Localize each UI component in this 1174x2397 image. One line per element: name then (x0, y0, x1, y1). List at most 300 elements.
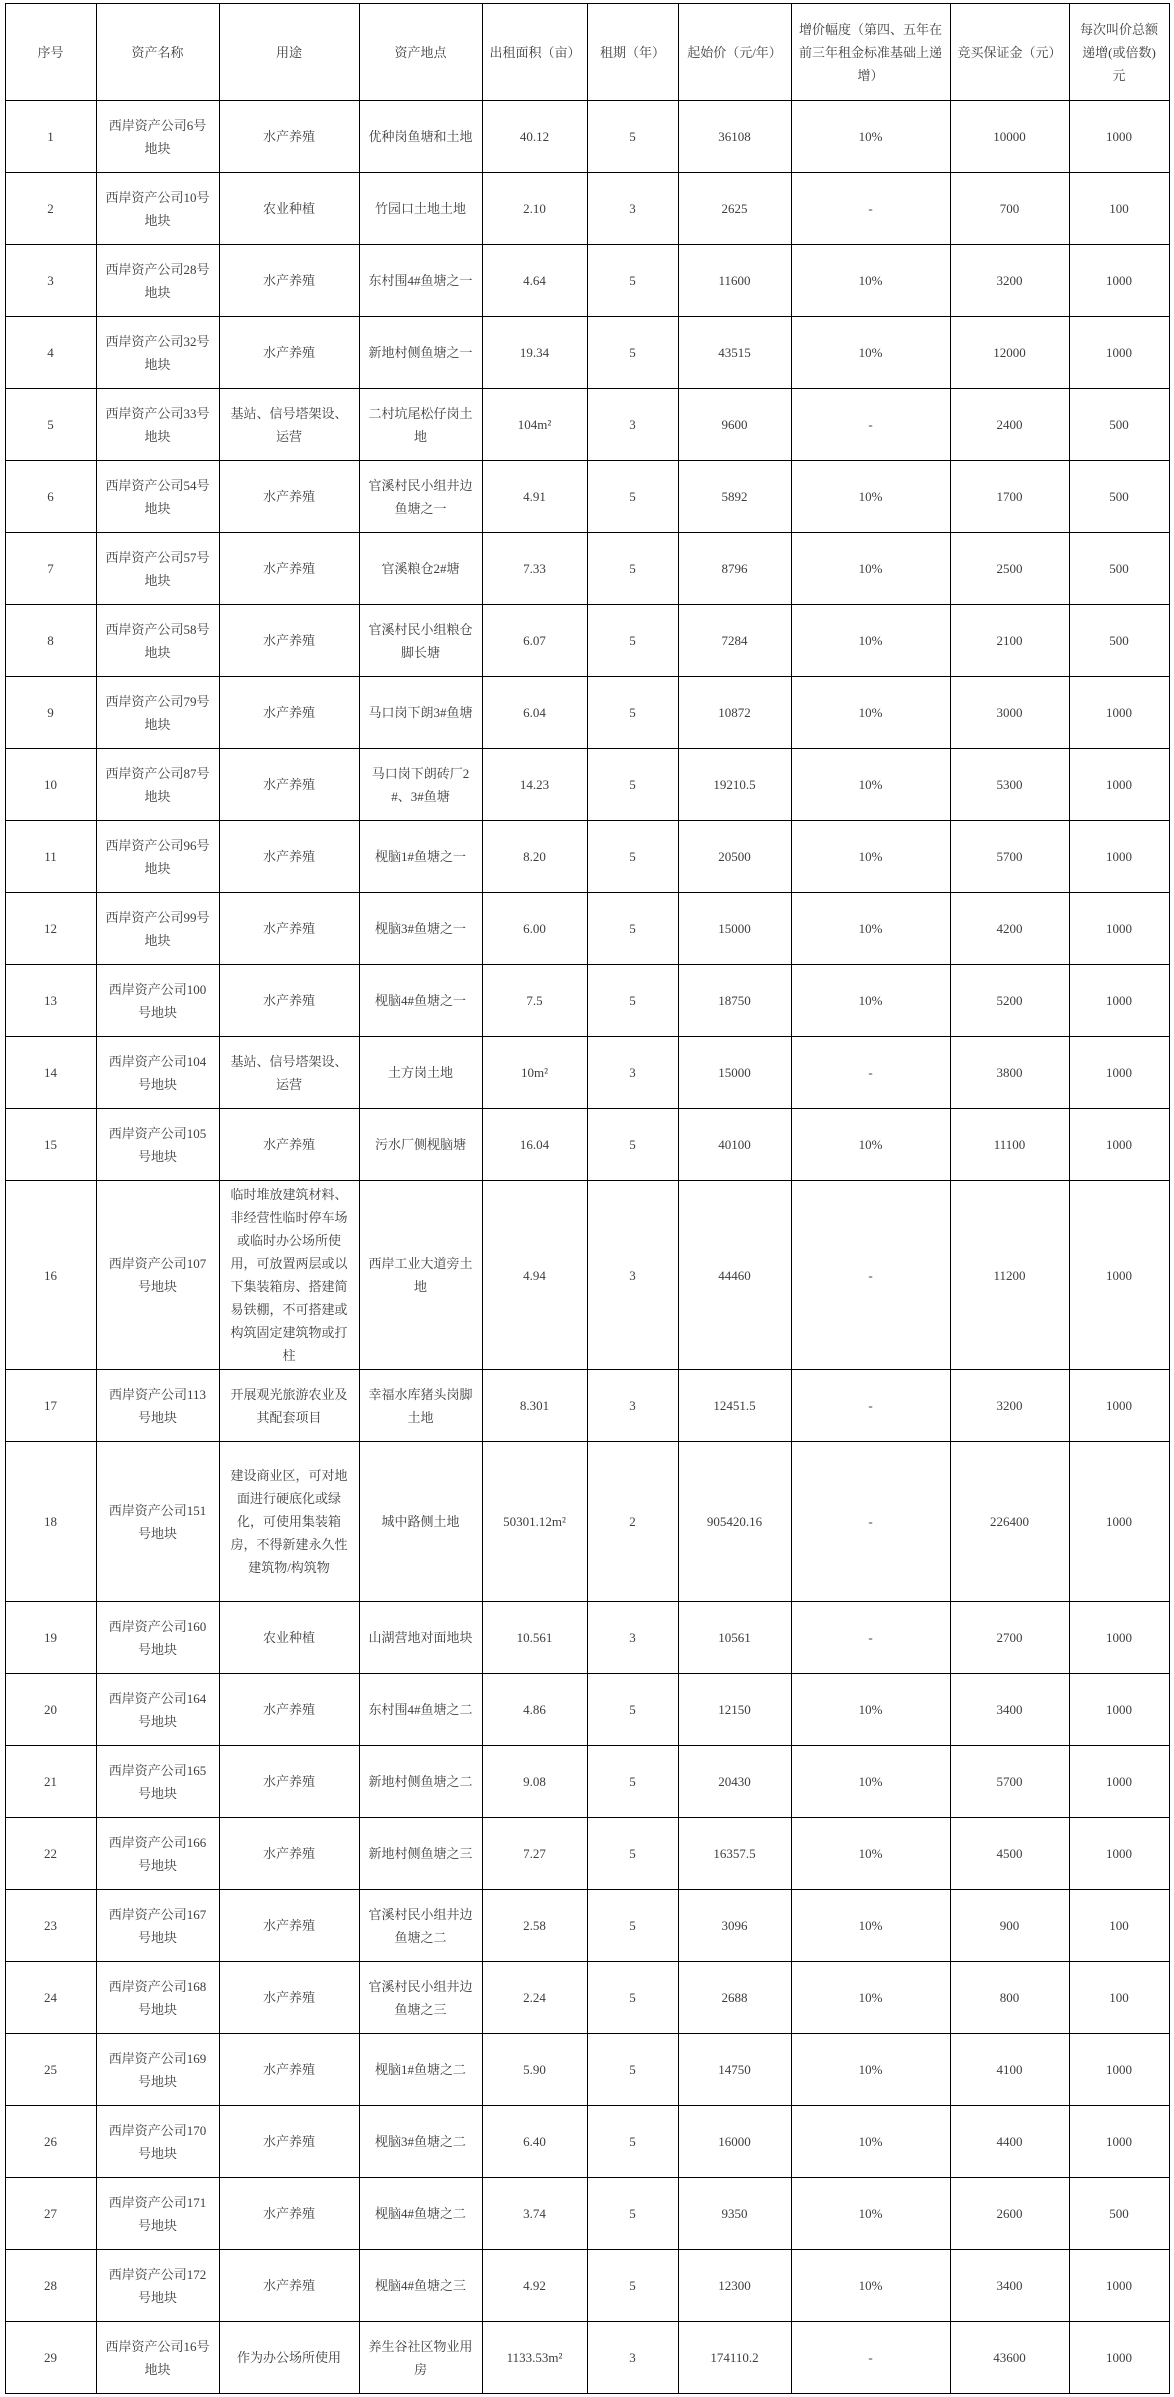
cell-no: 14 (5, 1037, 96, 1109)
cell-location: 枧脑1#鱼塘之二 (359, 2034, 482, 2106)
table-row (5, 317, 1169, 389)
cell-increase: 10% (791, 533, 950, 605)
table-row (5, 2250, 1169, 2322)
cell-location: 土方岗土地 (359, 1037, 482, 1109)
cell-deposit: 12000 (950, 317, 1069, 389)
cell-term: 3 (587, 173, 678, 245)
cell-price: 9350 (678, 2178, 791, 2250)
cell-increment: 1000 (1069, 1746, 1169, 1818)
cell-increment: 1000 (1069, 821, 1169, 893)
cell-term: 5 (587, 2250, 678, 2322)
cell-usage: 农业种植 (219, 1602, 359, 1674)
cell-location: 东村围4#鱼塘之二 (359, 1674, 482, 1746)
cell-deposit: 2700 (950, 1602, 1069, 1674)
cell-area: 8.20 (482, 821, 587, 893)
cell-usage: 水产养殖 (219, 821, 359, 893)
cell-increase: - (791, 1602, 950, 1674)
cell-no: 19 (5, 1602, 96, 1674)
cell-area: 6.07 (482, 605, 587, 677)
cell-price: 16000 (678, 2106, 791, 2178)
cell-deposit: 3000 (950, 677, 1069, 749)
cell-name: 西岸资产公司10号地块 (96, 173, 219, 245)
table-header (5, 4, 1169, 101)
table-row (5, 1181, 1169, 1370)
cell-deposit: 2600 (950, 2178, 1069, 2250)
cell-name: 西岸资产公司105号地块 (96, 1109, 219, 1181)
column-header-location: 资产地点 (359, 4, 482, 101)
cell-increment: 100 (1069, 1962, 1169, 2034)
cell-location: 官溪村民小组井边鱼塘之二 (359, 1890, 482, 1962)
cell-usage: 水产养殖 (219, 533, 359, 605)
cell-area: 7.33 (482, 533, 587, 605)
cell-usage: 水产养殖 (219, 893, 359, 965)
column-header-price: 起始价（元/年） (678, 4, 791, 101)
cell-area: 4.91 (482, 461, 587, 533)
cell-price: 12150 (678, 1674, 791, 1746)
cell-price: 9600 (678, 389, 791, 461)
cell-no: 20 (5, 1674, 96, 1746)
cell-increase: - (791, 1037, 950, 1109)
cell-deposit: 4200 (950, 893, 1069, 965)
cell-increment: 1000 (1069, 245, 1169, 317)
cell-location: 新地村侧鱼塘之二 (359, 1746, 482, 1818)
column-header-area: 出租面积（亩） (482, 4, 587, 101)
cell-price: 12300 (678, 2250, 791, 2322)
cell-term: 5 (587, 1962, 678, 2034)
cell-deposit: 3200 (950, 1370, 1069, 1442)
cell-usage: 基站、信号塔架设、运营 (219, 389, 359, 461)
cell-usage: 基站、信号塔架设、运营 (219, 1037, 359, 1109)
cell-no: 28 (5, 2250, 96, 2322)
cell-name: 西岸资产公司166号地块 (96, 1818, 219, 1890)
column-header-deposit: 竞买保证金（元） (950, 4, 1069, 101)
table-row (5, 677, 1169, 749)
cell-increment: 1000 (1069, 965, 1169, 1037)
cell-increment: 1000 (1069, 101, 1169, 173)
cell-deposit: 3400 (950, 2250, 1069, 2322)
cell-no: 8 (5, 605, 96, 677)
cell-increment: 500 (1069, 605, 1169, 677)
cell-term: 5 (587, 749, 678, 821)
cell-area: 1133.53m² (482, 2322, 587, 2394)
table-row (5, 1746, 1169, 1818)
cell-increment: 1000 (1069, 1109, 1169, 1181)
cell-no: 27 (5, 2178, 96, 2250)
cell-name: 西岸资产公司99号地块 (96, 893, 219, 965)
cell-location: 优种岗鱼塘和土地 (359, 101, 482, 173)
column-header-usage: 用途 (219, 4, 359, 101)
cell-area: 6.40 (482, 2106, 587, 2178)
cell-location: 东村围4#鱼塘之一 (359, 245, 482, 317)
cell-increment: 1000 (1069, 2106, 1169, 2178)
cell-increase: - (791, 1370, 950, 1442)
cell-area: 104m² (482, 389, 587, 461)
cell-location: 枧脑4#鱼塘之二 (359, 2178, 482, 2250)
cell-increase: 10% (791, 2250, 950, 2322)
cell-deposit: 5700 (950, 821, 1069, 893)
cell-usage: 作为办公场所使用 (219, 2322, 359, 2394)
cell-name: 西岸资产公司151号地块 (96, 1442, 219, 1602)
table-row (5, 2106, 1169, 2178)
cell-name: 西岸资产公司87号地块 (96, 749, 219, 821)
cell-location: 二村坑尾松仔岗土地 (359, 389, 482, 461)
cell-increment: 1000 (1069, 2322, 1169, 2394)
cell-price: 3096 (678, 1890, 791, 1962)
cell-no: 12 (5, 893, 96, 965)
cell-name: 西岸资产公司100号地块 (96, 965, 219, 1037)
cell-increment: 500 (1069, 461, 1169, 533)
cell-area: 8.301 (482, 1370, 587, 1442)
cell-area: 40.12 (482, 101, 587, 173)
cell-deposit: 43600 (950, 2322, 1069, 2394)
table-row (5, 1602, 1169, 1674)
cell-usage: 水产养殖 (219, 677, 359, 749)
cell-increase: 10% (791, 101, 950, 173)
cell-name: 西岸资产公司171号地块 (96, 2178, 219, 2250)
table-row (5, 1109, 1169, 1181)
cell-no: 13 (5, 965, 96, 1037)
cell-term: 5 (587, 821, 678, 893)
cell-area: 9.08 (482, 1746, 587, 1818)
table-row (5, 749, 1169, 821)
cell-area: 14.23 (482, 749, 587, 821)
cell-deposit: 4100 (950, 2034, 1069, 2106)
cell-location: 枧脑3#鱼塘之二 (359, 2106, 482, 2178)
table-row (5, 605, 1169, 677)
column-header-term: 租期（年） (587, 4, 678, 101)
cell-no: 18 (5, 1442, 96, 1602)
cell-term: 5 (587, 1746, 678, 1818)
cell-name: 西岸资产公司160号地块 (96, 1602, 219, 1674)
table-row (5, 2034, 1169, 2106)
cell-increment: 1000 (1069, 749, 1169, 821)
cell-increment: 1000 (1069, 2034, 1169, 2106)
cell-price: 5892 (678, 461, 791, 533)
cell-increment: 100 (1069, 1890, 1169, 1962)
cell-term: 3 (587, 2322, 678, 2394)
cell-increment: 500 (1069, 389, 1169, 461)
cell-increase: - (791, 389, 950, 461)
cell-area: 4.94 (482, 1181, 587, 1370)
cell-no: 22 (5, 1818, 96, 1890)
cell-term: 5 (587, 1109, 678, 1181)
cell-location: 竹园口土地土地 (359, 173, 482, 245)
cell-term: 5 (587, 533, 678, 605)
cell-term: 5 (587, 1890, 678, 1962)
cell-increase: 10% (791, 2178, 950, 2250)
table-row (5, 1037, 1169, 1109)
table-row (5, 821, 1169, 893)
table-row (5, 1818, 1169, 1890)
cell-price: 43515 (678, 317, 791, 389)
cell-increment: 1000 (1069, 1037, 1169, 1109)
cell-term: 2 (587, 1442, 678, 1602)
cell-name: 西岸资产公司96号地块 (96, 821, 219, 893)
cell-increment: 500 (1069, 533, 1169, 605)
cell-name: 西岸资产公司79号地块 (96, 677, 219, 749)
cell-price: 14750 (678, 2034, 791, 2106)
table-body (5, 101, 1169, 2394)
cell-price: 174110.2 (678, 2322, 791, 2394)
cell-price: 20430 (678, 1746, 791, 1818)
cell-no: 9 (5, 677, 96, 749)
cell-name: 西岸资产公司6号地块 (96, 101, 219, 173)
cell-name: 西岸资产公司169号地块 (96, 2034, 219, 2106)
cell-name: 西岸资产公司28号地块 (96, 245, 219, 317)
cell-price: 2625 (678, 173, 791, 245)
cell-increase: 10% (791, 677, 950, 749)
cell-deposit: 2400 (950, 389, 1069, 461)
table-row (5, 2322, 1169, 2394)
cell-location: 新地村侧鱼塘之三 (359, 1818, 482, 1890)
cell-name: 西岸资产公司57号地块 (96, 533, 219, 605)
cell-location: 养生谷社区物业用房 (359, 2322, 482, 2394)
cell-deposit: 3400 (950, 1674, 1069, 1746)
cell-area: 6.04 (482, 677, 587, 749)
cell-name: 西岸资产公司58号地块 (96, 605, 219, 677)
cell-location: 枧脑3#鱼塘之一 (359, 893, 482, 965)
cell-name: 西岸资产公司170号地块 (96, 2106, 219, 2178)
cell-usage: 水产养殖 (219, 2250, 359, 2322)
cell-increment: 1000 (1069, 893, 1169, 965)
cell-price: 15000 (678, 893, 791, 965)
cell-price: 905420.16 (678, 1442, 791, 1602)
table-row (5, 1674, 1169, 1746)
cell-price: 44460 (678, 1181, 791, 1370)
cell-deposit: 11100 (950, 1109, 1069, 1181)
cell-usage: 水产养殖 (219, 2034, 359, 2106)
cell-usage: 水产养殖 (219, 605, 359, 677)
column-header-increment: 每次叫价总额递增(或倍数)元 (1069, 4, 1169, 101)
cell-increase: 10% (791, 2034, 950, 2106)
cell-deposit: 11200 (950, 1181, 1069, 1370)
cell-usage: 水产养殖 (219, 1109, 359, 1181)
cell-increment: 1000 (1069, 1181, 1169, 1370)
cell-increment: 500 (1069, 2178, 1169, 2250)
cell-name: 西岸资产公司165号地块 (96, 1746, 219, 1818)
cell-no: 23 (5, 1890, 96, 1962)
cell-no: 17 (5, 1370, 96, 1442)
cell-increase: - (791, 1181, 950, 1370)
cell-increase: 10% (791, 245, 950, 317)
cell-usage: 水产养殖 (219, 317, 359, 389)
cell-price: 36108 (678, 101, 791, 173)
cell-area: 10.561 (482, 1602, 587, 1674)
cell-increase: 10% (791, 1962, 950, 2034)
cell-area: 3.74 (482, 2178, 587, 2250)
cell-term: 5 (587, 2106, 678, 2178)
cell-name: 西岸资产公司104号地块 (96, 1037, 219, 1109)
table-row (5, 1442, 1169, 1602)
cell-deposit: 2500 (950, 533, 1069, 605)
cell-area: 2.10 (482, 173, 587, 245)
cell-deposit: 10000 (950, 101, 1069, 173)
table-row (5, 1962, 1169, 2034)
cell-no: 24 (5, 1962, 96, 2034)
cell-area: 7.5 (482, 965, 587, 1037)
cell-location: 官溪粮仓2#塘 (359, 533, 482, 605)
cell-name: 西岸资产公司168号地块 (96, 1962, 219, 2034)
cell-usage: 水产养殖 (219, 101, 359, 173)
cell-increase: 10% (791, 965, 950, 1037)
table-row (5, 1890, 1169, 1962)
cell-area: 2.24 (482, 1962, 587, 2034)
cell-increase: 10% (791, 1746, 950, 1818)
cell-usage: 水产养殖 (219, 2106, 359, 2178)
cell-no: 11 (5, 821, 96, 893)
cell-no: 3 (5, 245, 96, 317)
cell-increase: 10% (791, 749, 950, 821)
table-row (5, 245, 1169, 317)
cell-increment: 1000 (1069, 1674, 1169, 1746)
cell-increase: 10% (791, 1818, 950, 1890)
cell-increase: - (791, 1442, 950, 1602)
cell-increment: 100 (1069, 173, 1169, 245)
cell-name: 西岸资产公司167号地块 (96, 1890, 219, 1962)
table-row (5, 101, 1169, 173)
cell-usage: 开展观光旅游农业及其配套项目 (219, 1370, 359, 1442)
cell-deposit: 5200 (950, 965, 1069, 1037)
cell-increment: 1000 (1069, 1602, 1169, 1674)
cell-increment: 1000 (1069, 677, 1169, 749)
cell-price: 10872 (678, 677, 791, 749)
cell-increase: 10% (791, 2106, 950, 2178)
cell-term: 5 (587, 245, 678, 317)
table-row (5, 533, 1169, 605)
cell-deposit: 900 (950, 1890, 1069, 1962)
cell-deposit: 1700 (950, 461, 1069, 533)
cell-location: 城中路侧土地 (359, 1442, 482, 1602)
cell-area: 4.86 (482, 1674, 587, 1746)
cell-increase: 10% (791, 893, 950, 965)
cell-deposit: 2100 (950, 605, 1069, 677)
cell-term: 3 (587, 389, 678, 461)
cell-location: 官溪村民小组粮仓脚长塘 (359, 605, 482, 677)
cell-no: 21 (5, 1746, 96, 1818)
cell-deposit: 226400 (950, 1442, 1069, 1602)
cell-area: 16.04 (482, 1109, 587, 1181)
cell-term: 5 (587, 317, 678, 389)
cell-deposit: 800 (950, 1962, 1069, 2034)
cell-term: 5 (587, 2178, 678, 2250)
cell-no: 10 (5, 749, 96, 821)
asset-lease-table (5, 3, 1170, 2394)
cell-area: 50301.12m² (482, 1442, 587, 1602)
cell-term: 5 (587, 605, 678, 677)
cell-name: 西岸资产公司32号地块 (96, 317, 219, 389)
cell-increase: - (791, 2322, 950, 2394)
cell-no: 16 (5, 1181, 96, 1370)
cell-increment: 1000 (1069, 2250, 1169, 2322)
cell-area: 4.92 (482, 2250, 587, 2322)
cell-increase: 10% (791, 461, 950, 533)
cell-term: 5 (587, 1674, 678, 1746)
cell-no: 2 (5, 173, 96, 245)
cell-price: 12451.5 (678, 1370, 791, 1442)
cell-term: 3 (587, 1181, 678, 1370)
cell-price: 18750 (678, 965, 791, 1037)
cell-deposit: 5700 (950, 1746, 1069, 1818)
cell-increase: 10% (791, 1109, 950, 1181)
cell-term: 3 (587, 1037, 678, 1109)
cell-increment: 1000 (1069, 1442, 1169, 1602)
cell-name: 西岸资产公司16号地块 (96, 2322, 219, 2394)
cell-term: 5 (587, 677, 678, 749)
cell-deposit: 5300 (950, 749, 1069, 821)
cell-term: 3 (587, 1370, 678, 1442)
cell-location: 枧脑4#鱼塘之三 (359, 2250, 482, 2322)
cell-location: 官溪村民小组井边鱼塘之三 (359, 1962, 482, 2034)
cell-location: 污水厂侧枧脑塘 (359, 1109, 482, 1181)
cell-increase: 10% (791, 1674, 950, 1746)
cell-name: 西岸资产公司113号地块 (96, 1370, 219, 1442)
cell-no: 29 (5, 2322, 96, 2394)
cell-term: 5 (587, 1818, 678, 1890)
cell-name: 西岸资产公司33号地块 (96, 389, 219, 461)
cell-term: 5 (587, 461, 678, 533)
cell-price: 10561 (678, 1602, 791, 1674)
cell-location: 山湖营地对面地块 (359, 1602, 482, 1674)
cell-price: 40100 (678, 1109, 791, 1181)
cell-increase: 10% (791, 821, 950, 893)
cell-no: 7 (5, 533, 96, 605)
table-row (5, 461, 1169, 533)
cell-price: 8796 (678, 533, 791, 605)
cell-increment: 1000 (1069, 1818, 1169, 1890)
column-header-name: 资产名称 (96, 4, 219, 101)
table-row (5, 1370, 1169, 1442)
cell-increment: 1000 (1069, 317, 1169, 389)
cell-area: 6.00 (482, 893, 587, 965)
cell-no: 1 (5, 101, 96, 173)
cell-term: 5 (587, 893, 678, 965)
table-row (5, 965, 1169, 1037)
cell-area: 19.34 (482, 317, 587, 389)
cell-area: 10m² (482, 1037, 587, 1109)
cell-usage: 水产养殖 (219, 245, 359, 317)
cell-increase: - (791, 173, 950, 245)
cell-deposit: 4500 (950, 1818, 1069, 1890)
header-row (5, 4, 1169, 101)
cell-deposit: 4400 (950, 2106, 1069, 2178)
cell-no: 15 (5, 1109, 96, 1181)
cell-usage: 农业种植 (219, 173, 359, 245)
cell-location: 新地村侧鱼塘之一 (359, 317, 482, 389)
cell-no: 4 (5, 317, 96, 389)
table-row (5, 173, 1169, 245)
cell-usage: 水产养殖 (219, 965, 359, 1037)
cell-term: 5 (587, 101, 678, 173)
cell-usage: 水产养殖 (219, 1818, 359, 1890)
cell-increase: 10% (791, 605, 950, 677)
cell-location: 西岸工业大道旁土地 (359, 1181, 482, 1370)
cell-location: 马口岗下朗3#鱼塘 (359, 677, 482, 749)
cell-price: 7284 (678, 605, 791, 677)
table-row (5, 893, 1169, 965)
cell-location: 枧脑4#鱼塘之一 (359, 965, 482, 1037)
cell-deposit: 700 (950, 173, 1069, 245)
cell-term: 5 (587, 965, 678, 1037)
cell-usage: 水产养殖 (219, 1746, 359, 1818)
cell-name: 西岸资产公司54号地块 (96, 461, 219, 533)
cell-term: 3 (587, 1602, 678, 1674)
cell-area: 5.90 (482, 2034, 587, 2106)
cell-usage: 临时堆放建筑材料、非经营性临时停车场或临时办公场所使用，可放置两层或以下集装箱房、搭建简易铁棚，不可搭建或构筑固定建筑物或打柱 (219, 1181, 359, 1370)
cell-no: 26 (5, 2106, 96, 2178)
cell-price: 16357.5 (678, 1818, 791, 1890)
cell-increment: 1000 (1069, 1370, 1169, 1442)
cell-usage: 水产养殖 (219, 2178, 359, 2250)
